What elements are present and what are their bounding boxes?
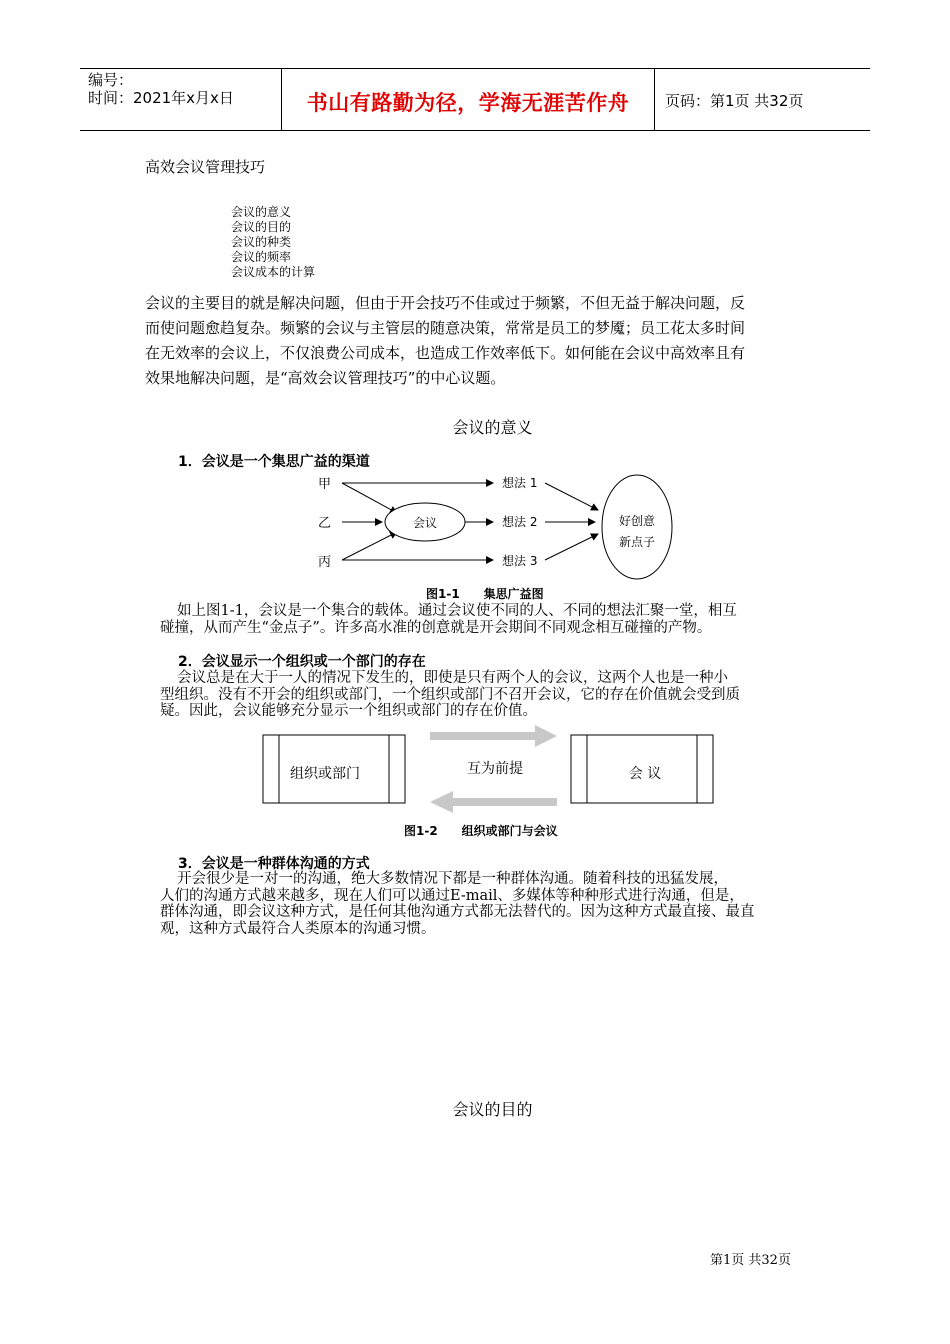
arrow-person-c-to-meeting [342, 532, 397, 560]
text-line: 会议的主要目的就是解决问题，但由于开会技巧不佳或过于频繁，不但无益于解决问题，反 [145, 294, 746, 312]
arrow-right-gray [430, 725, 557, 747]
mutual-premise-label: 互为前提 [467, 761, 523, 777]
arrow-person-a-to-meeting [342, 483, 397, 513]
organization-meeting-diagram [255, 722, 725, 817]
item2-paragraph [160, 670, 830, 720]
result-label-2: 新点子 [618, 535, 656, 549]
meeting-box-label: 会 议 [628, 766, 662, 782]
text-line: 而使问题愈趋复杂。频繁的会议与主管层的随意决策，常常是员工的梦魇；员工花太多时间 [145, 319, 746, 337]
figure-1-2-caption: 图1-2 组织或部门与会议 [404, 824, 558, 838]
header-motto: 书山有路勤为径，学海无涯苦作舟 [306, 91, 630, 115]
text-line: 人们的沟通方式越来越多，现在人们可以通过E-mail、多媒体等种种形式进行沟通，但是， [160, 887, 744, 904]
document-header [80, 68, 870, 131]
header-number-label: 编号： [88, 71, 134, 89]
text-line: 效果地解决问题，是“高效会议管理技巧”的中心议题。 [145, 369, 506, 387]
person-a-label: 甲 [318, 477, 332, 492]
text-line: 会议总是在大于一人的情况下发生的，即使是只有两个人的会议，这两个人也是一种小 [177, 670, 728, 686]
item3-paragraph [160, 871, 840, 937]
item2-title: 2．会议显示一个组织或一个部门的存在 [178, 654, 426, 670]
idea-2-label: 想法 2 [502, 515, 538, 529]
brainstorm-diagram [300, 470, 680, 585]
org-box-label: 组织或部门 [290, 766, 360, 782]
arrow-idea1-to-result [545, 483, 598, 510]
person-c-label: 丙 [318, 555, 332, 570]
meeting-label: 会议 [412, 516, 438, 530]
idea-3-label: 想法 3 [502, 554, 538, 568]
header-page-label: 页码：第1页 共32页 [665, 92, 804, 110]
text-line: 观，这种方式最符合人类原本的沟通习惯。 [160, 920, 436, 937]
text-line: 群体沟通，即会议这种方式，是任何其他沟通方式都无法替代的。因为这种方式最直接、最直 [160, 904, 755, 920]
toc-item: 会议的种类 [231, 235, 292, 249]
header-meta [88, 71, 234, 107]
idea-1-label: 想法 1 [502, 476, 538, 490]
section-heading-purpose: 会议的目的 [452, 1100, 533, 1119]
item1-title: 1．会议是一个集思广益的渠道 [178, 454, 370, 470]
arrow-left-gray [430, 791, 557, 813]
text-line: 如上图1-1，会议是一个集合的载体。通过会议使不同的人、不同的想法汇聚一堂，相互 [177, 603, 737, 619]
text-line: 在无效率的会议上，不仅浪费公司成本，也造成工作效率低下。如何能在会议中高效率且有 [145, 344, 746, 362]
table-of-contents [231, 205, 315, 280]
item1-paragraph [160, 603, 830, 636]
section-heading-meaning: 会议的意义 [452, 418, 533, 437]
item3-title: 3．会议是一种群体沟通的方式 [178, 856, 370, 872]
toc-item: 会议的目的 [231, 220, 292, 234]
document-title: 高效会议管理技巧 [145, 158, 266, 176]
text-line: 开会很少是一对一的沟通，绝大多数情况下都是一种群体沟通。随着科技的迅猛发展， [177, 871, 728, 887]
toc-item: 会议的频率 [231, 250, 292, 264]
text-line: 疑。因此，会议能够充分显示一个组织或部门的存在价值。 [160, 703, 537, 719]
toc-item: 会议的意义 [231, 205, 292, 219]
figure-1-1-caption: 图1-1 集思广益图 [426, 587, 544, 601]
text-line: 碰撞，从而产生“金点子”。许多高水准的创意就是开会期间不同观念相互碰撞的产物。 [160, 619, 712, 636]
person-b-label: 乙 [318, 516, 332, 531]
intro-paragraph [145, 291, 825, 391]
arrow-idea3-to-result [545, 534, 598, 560]
result-label-1: 好创意 [618, 514, 656, 528]
text-line: 型组织。没有不开会的组织或部门，一个组织或部门不召开会议，它的存在价值就会受到质 [160, 686, 740, 703]
toc-item: 会议成本的计算 [231, 265, 316, 279]
header-time-label: 时间：2021年x月x日 [88, 89, 234, 107]
page-footer: 第1页 共32页 [710, 1253, 791, 1268]
